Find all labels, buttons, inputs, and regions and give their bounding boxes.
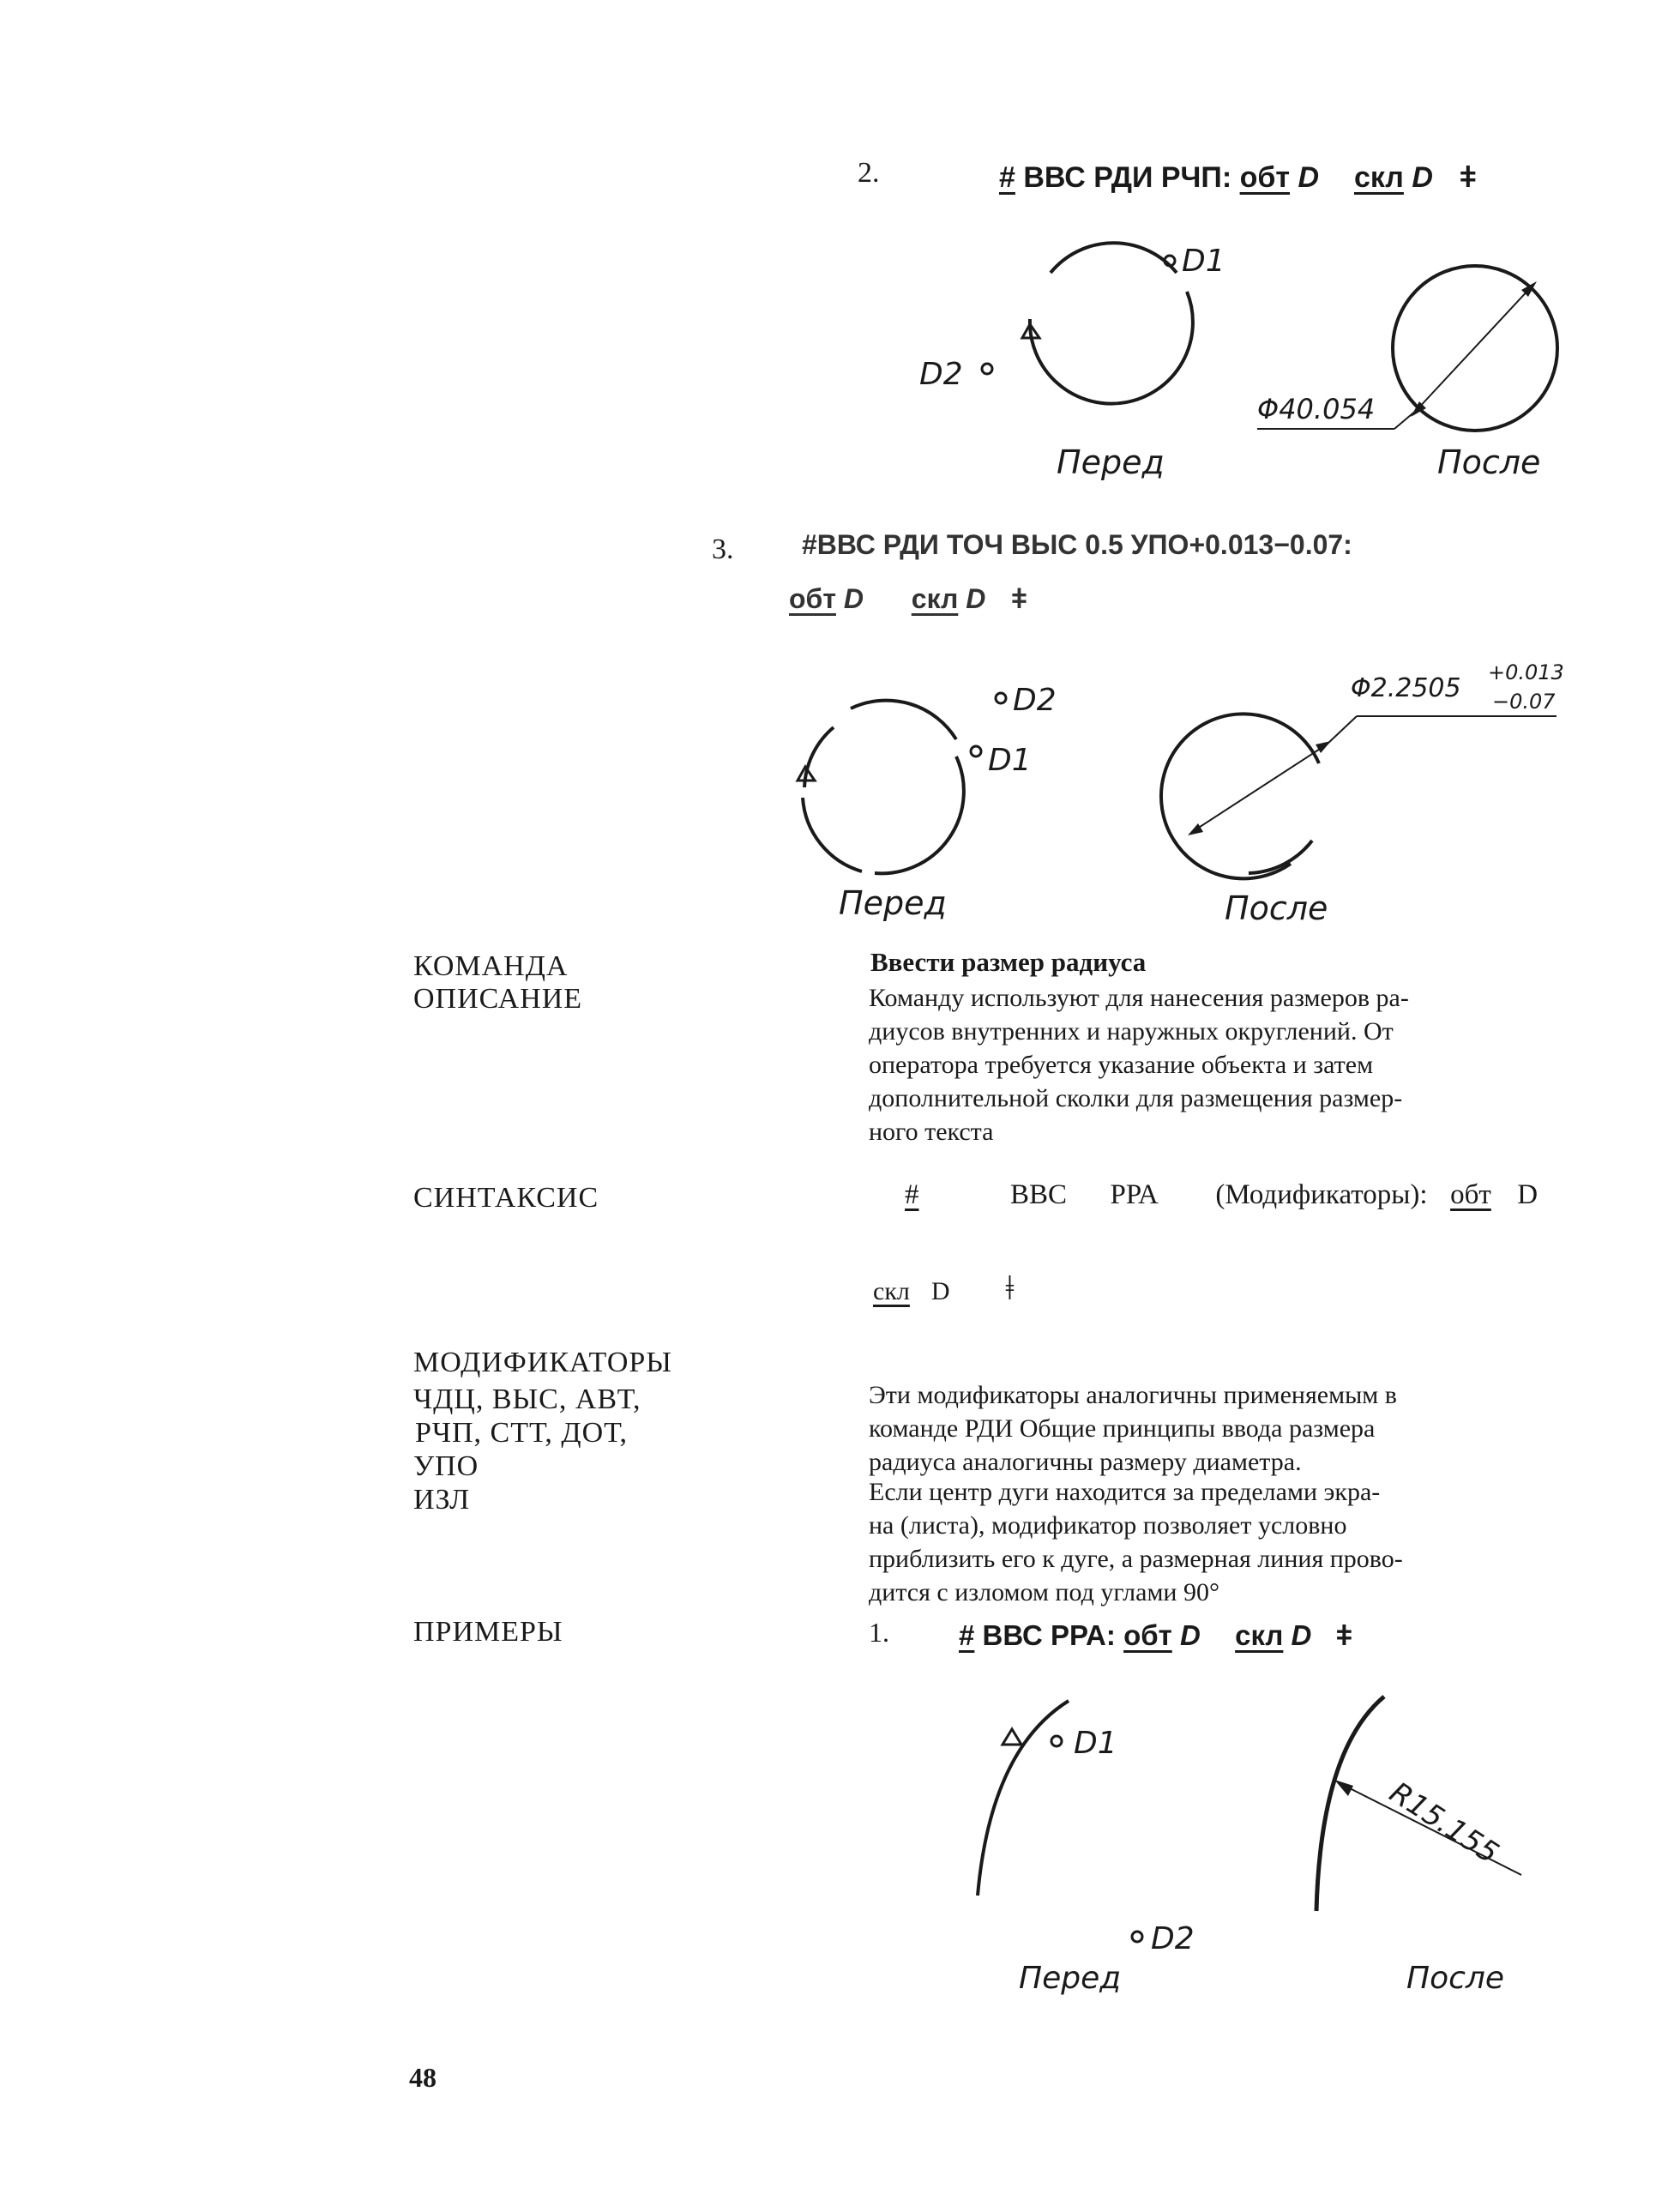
modifier-text-line: на (листа), модификатор позволяет условно [869, 1511, 1347, 1540]
dimension-text: R15.155 [1383, 1775, 1505, 1872]
d-param: D [1298, 161, 1320, 194]
label-d2: D2 [1151, 1921, 1195, 1956]
point-d2 [1132, 1932, 1142, 1942]
label-d1: D1 [988, 743, 1032, 778]
skl-keyword: скл [1235, 1619, 1284, 1651]
label-before: Перед [1057, 443, 1165, 481]
dimension-text: Φ2.2505 [1351, 673, 1461, 703]
hash-symbol: # [905, 1179, 919, 1210]
obt-keyword: обт [1239, 161, 1291, 194]
syntax-argument: РРА [1110, 1179, 1159, 1210]
page-number: 48 [409, 2062, 437, 2093]
label-after: После [1225, 889, 1328, 927]
description-line: Команду используют для нанесения размеров ра- [869, 984, 1409, 1012]
label-d2: D2 [1013, 683, 1057, 718]
hash-symbol: # [999, 161, 1015, 194]
point-d1 [1051, 1736, 1062, 1746]
modifier-group: ИЗЛ [413, 1484, 471, 1516]
command-label: КОМАНДА [413, 950, 569, 982]
label-d1: D1 [1074, 1726, 1117, 1761]
description-label: ОПИСАНИЕ [413, 983, 583, 1015]
modifier-text-line: радиуса аналогичны размеру диаметра. [869, 1448, 1302, 1476]
modifier-group: ЧДЦ, ВЫС, АВТ, [413, 1383, 641, 1415]
d-param: D [966, 583, 986, 614]
modifier-text-line: Эти модификаторы аналогичны применяемым в [869, 1381, 1397, 1409]
command-text: ВВС РРА: [982, 1619, 1116, 1651]
label-before: Перед [1019, 1961, 1122, 1996]
modifier-text-line: команде РДИ Общие принципы ввода размера [869, 1414, 1376, 1443]
d-param: D [1517, 1179, 1538, 1210]
command-text: ВВС РДИ РЧП: [1023, 161, 1232, 194]
label-after: После [1406, 1961, 1505, 1996]
description-line: оператора требуется указание объекта и затем [869, 1051, 1374, 1079]
label-before: Перед [839, 884, 947, 922]
modifiers-label: МОДИФИКАТОРЫ [413, 1347, 672, 1378]
example-2-number: 2. [858, 157, 880, 189]
d-param: D [1412, 161, 1433, 194]
hash-symbol: # [959, 1619, 975, 1651]
obt-keyword: обт [1123, 1619, 1172, 1651]
example-1-number: 1. [869, 1617, 889, 1648]
triangle-marker [1003, 1729, 1021, 1745]
description-line: диусов внутренних и наружных округлений. От [869, 1017, 1394, 1046]
label-d1: D1 [1182, 244, 1225, 279]
syntax-modifiers: (Модификаторы): [1215, 1179, 1428, 1210]
tolerance-lower: −0.07 [1492, 690, 1556, 714]
tolerance-upper: +0.013 [1488, 660, 1564, 684]
command-title: Ввести размер радиуса [870, 947, 1147, 977]
example-3-number: 3. [712, 533, 734, 565]
label-d2: D2 [919, 357, 963, 392]
dimension-text: Φ40.054 [1257, 393, 1376, 425]
d-param: D [843, 583, 864, 614]
syntax-label: СИНТАКСИС [413, 1182, 599, 1214]
skl-keyword: скл [873, 1277, 910, 1305]
end-symbol: ǂ [1335, 1619, 1353, 1651]
d-param: D [1291, 1619, 1312, 1651]
description-line: дополнительной сколки для размещения размер- [869, 1084, 1403, 1112]
end-symbol: ǂ [1005, 1269, 1015, 1307]
d-param: D [1179, 1619, 1201, 1651]
modifier-text-line: Если центр дуги находится за пределами экра- [869, 1478, 1381, 1506]
modifier-group: РЧП, СТТ, ДОТ, [415, 1417, 628, 1449]
obt-keyword: обт [1450, 1179, 1491, 1210]
modifier-text-line: дится с изломом под углами 90° [869, 1578, 1219, 1606]
obt-keyword: обт [789, 583, 836, 614]
modifier-text-line: приблизить его к дуге, а размерная линия прово- [869, 1545, 1403, 1573]
skl-keyword: скл [1353, 161, 1404, 194]
end-symbol: ǂ [1011, 583, 1027, 614]
syntax-command: ВВС [1010, 1179, 1068, 1210]
label-after: После [1437, 443, 1541, 481]
end-symbol: ǂ [1459, 161, 1477, 194]
example-3-command-line1: #ВВС РДИ ТОЧ ВЫС 0.5 УПО+0.013−0.07: [802, 529, 1352, 560]
examples-label: ПРИМЕРЫ [413, 1616, 563, 1648]
skl-keyword: скл [911, 583, 959, 614]
d-param: D [930, 1277, 950, 1305]
description-line: ного текста [869, 1118, 994, 1146]
modifier-group: УПО [413, 1450, 479, 1482]
